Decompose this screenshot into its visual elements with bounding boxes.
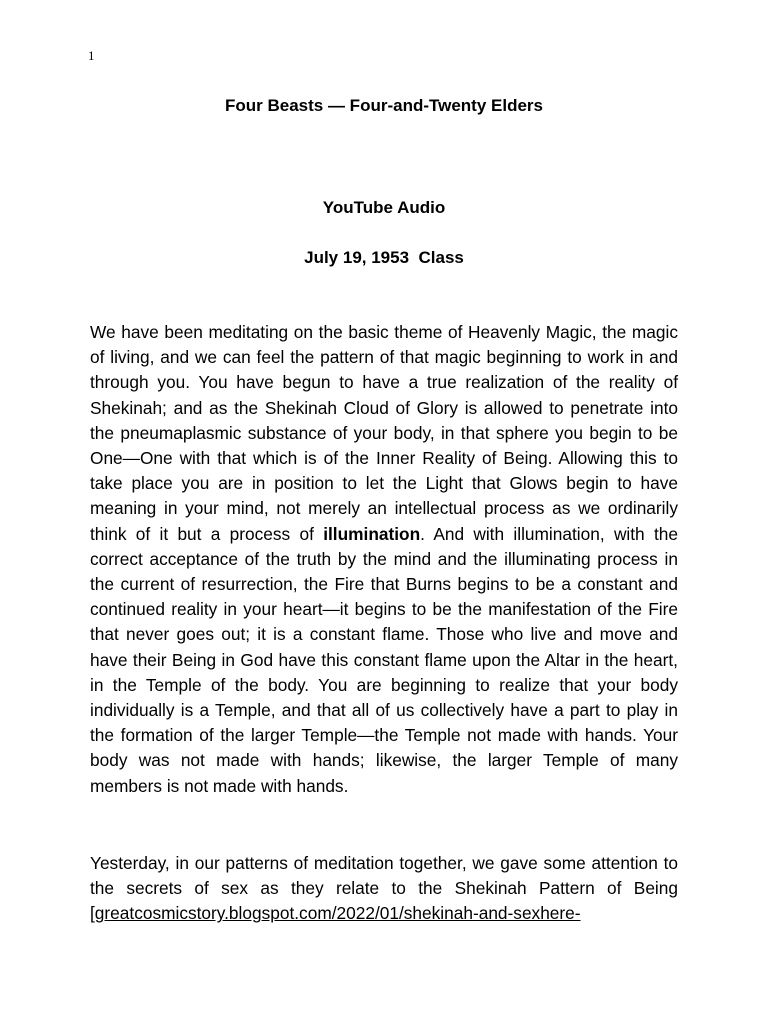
paragraph-text: . And with illumination, with the correct acceptance of the truth by the mind and the illuminating process in the current of resurrection, the Fire that Burns begins to be a constant and continued reality in your heart—it begins to be the manifestation of the Fire that never goes out; it is a constant flame. Those who live and move and have their Being in God have this constant flame upon the Altar in the heart, in the Temple of the body. You are beginning to realize that your body individually is a Temple, and that all of us collectively have a part to play in the formation of the larger Temple—the Temple not made with hands. Your body was not made with hands; likewise, the larger Temple of many members is not made with hands. xyxy=(90,523,678,796)
document-subtitle: YouTube Audio xyxy=(322,198,446,217)
paragraph-text: Yesterday, in our patterns of meditation together, we gave some attention to the secrets of sex as they relate to the Shekinah Pattern of Being xyxy=(90,853,678,899)
page-number: 1 xyxy=(88,48,95,63)
body-paragraph-2 xyxy=(90,851,678,927)
class-date: July 19, 1953 Class xyxy=(304,248,464,267)
body-paragraph-1 xyxy=(90,320,678,799)
blog-link[interactable]: [greatcosmicstory.blogspot.com/2022/01/shekinah-and-sexhere- xyxy=(90,903,581,924)
paragraph-text: We have been meditating on the basic theme of Heavenly Magic, the magic of living, and we can feel the pattern of that magic beginning to work in and through you. You have begun to have a true realization of the reality of Shekinah; and as the Shekinah Cloud of Glory is allowed to penetrate into the pneumaplasmic substance of your body, in that sphere you begin to be One—One with that which is of the Inner Reality of Being. Allowing this to take place you are in position to let the Light that Glows begin to have meaning in your mind, not merely an intellectual process as we ordinarily think of it but a process of xyxy=(90,322,678,544)
document-title: Four Beasts — Four-and-Twenty Elders xyxy=(224,96,543,115)
bold-term-illumination: illumination xyxy=(323,523,421,544)
